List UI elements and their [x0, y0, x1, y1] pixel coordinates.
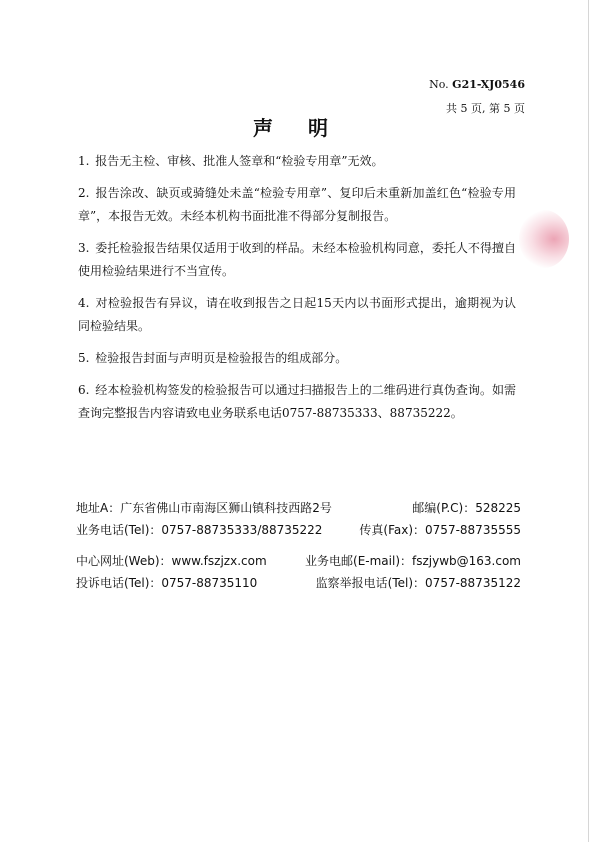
page-title: 声 明: [253, 116, 342, 140]
report-number-label: No.: [429, 78, 449, 91]
supervision-tel: 监察举报电话(Tel)：0757-88735122: [315, 576, 521, 590]
page-count: 共 5 页, 第 5 页: [446, 102, 525, 115]
postcode: 邮编(P.C)：528225: [412, 501, 521, 515]
red-seal-stamp: [519, 210, 569, 268]
contact-row-complaint: [76, 572, 521, 594]
business-tel: 业务电话(Tel)：0757-88735333/88735222: [76, 523, 323, 537]
contact-block-address: [76, 497, 521, 541]
item-text: 报告涂改、缺页或骑缝处未盖“检验专用章”、复印后未重新加盖红色“检验专用章”，本报告无效。未经本机构书面批准不得部分复制报告。: [78, 186, 516, 223]
item-text: 委托检验报告结果仅适用于收到的样品。未经本检验机构同意，委托人不得擅自使用检验结果进行不当宣传。: [78, 241, 516, 278]
statement-item-1: [78, 150, 516, 173]
item-number: 5.: [78, 351, 90, 365]
address: 地址A：广东省佛山市南海区狮山镇科技西路2号: [76, 501, 332, 515]
contact-row-phone: [76, 519, 521, 541]
item-text: 经本检验机构签发的检验报告可以通过扫描报告上的二维码进行真伪查询。如需查询完整报告内容请致电业务联系电话0757-88735333、88735222。: [78, 383, 516, 420]
item-text: 对检验报告有异议，请在收到报告之日起15天内以书面形式提出，逾期视为认同检验结果。: [78, 296, 516, 333]
contact-row-address: [76, 497, 521, 519]
item-number: 1.: [78, 154, 90, 168]
item-number: 3.: [78, 241, 90, 255]
statement-item-3: [78, 237, 516, 283]
fax: 传真(Fax)：0757-88735555: [359, 523, 521, 537]
item-number: 6.: [78, 383, 90, 397]
statement-list: [78, 150, 516, 434]
website[interactable]: 中心网址(Web)：www.fszjzx.com: [76, 554, 267, 568]
statement-item-6: [78, 379, 516, 425]
item-number: 4.: [78, 296, 90, 310]
email[interactable]: 业务电邮(E-mail)：fszjywb@163.com: [305, 554, 521, 568]
complaint-tel: 投诉电话(Tel)：0757-88735110: [76, 576, 258, 590]
contact-row-web: [76, 550, 521, 572]
report-number-value: G21-XJ0546: [452, 78, 525, 91]
report-number: [429, 78, 525, 91]
statement-item-5: [78, 347, 516, 370]
contact-block-web: [76, 550, 521, 594]
item-text: 报告无主检、审核、批准人签章和“检验专用章”无效。: [95, 154, 384, 168]
item-text: 检验报告封面与声明页是检验报告的组成部分。: [95, 351, 348, 365]
item-number: 2.: [78, 186, 90, 200]
statement-item-4: [78, 292, 516, 338]
statement-item-2: [78, 182, 516, 228]
